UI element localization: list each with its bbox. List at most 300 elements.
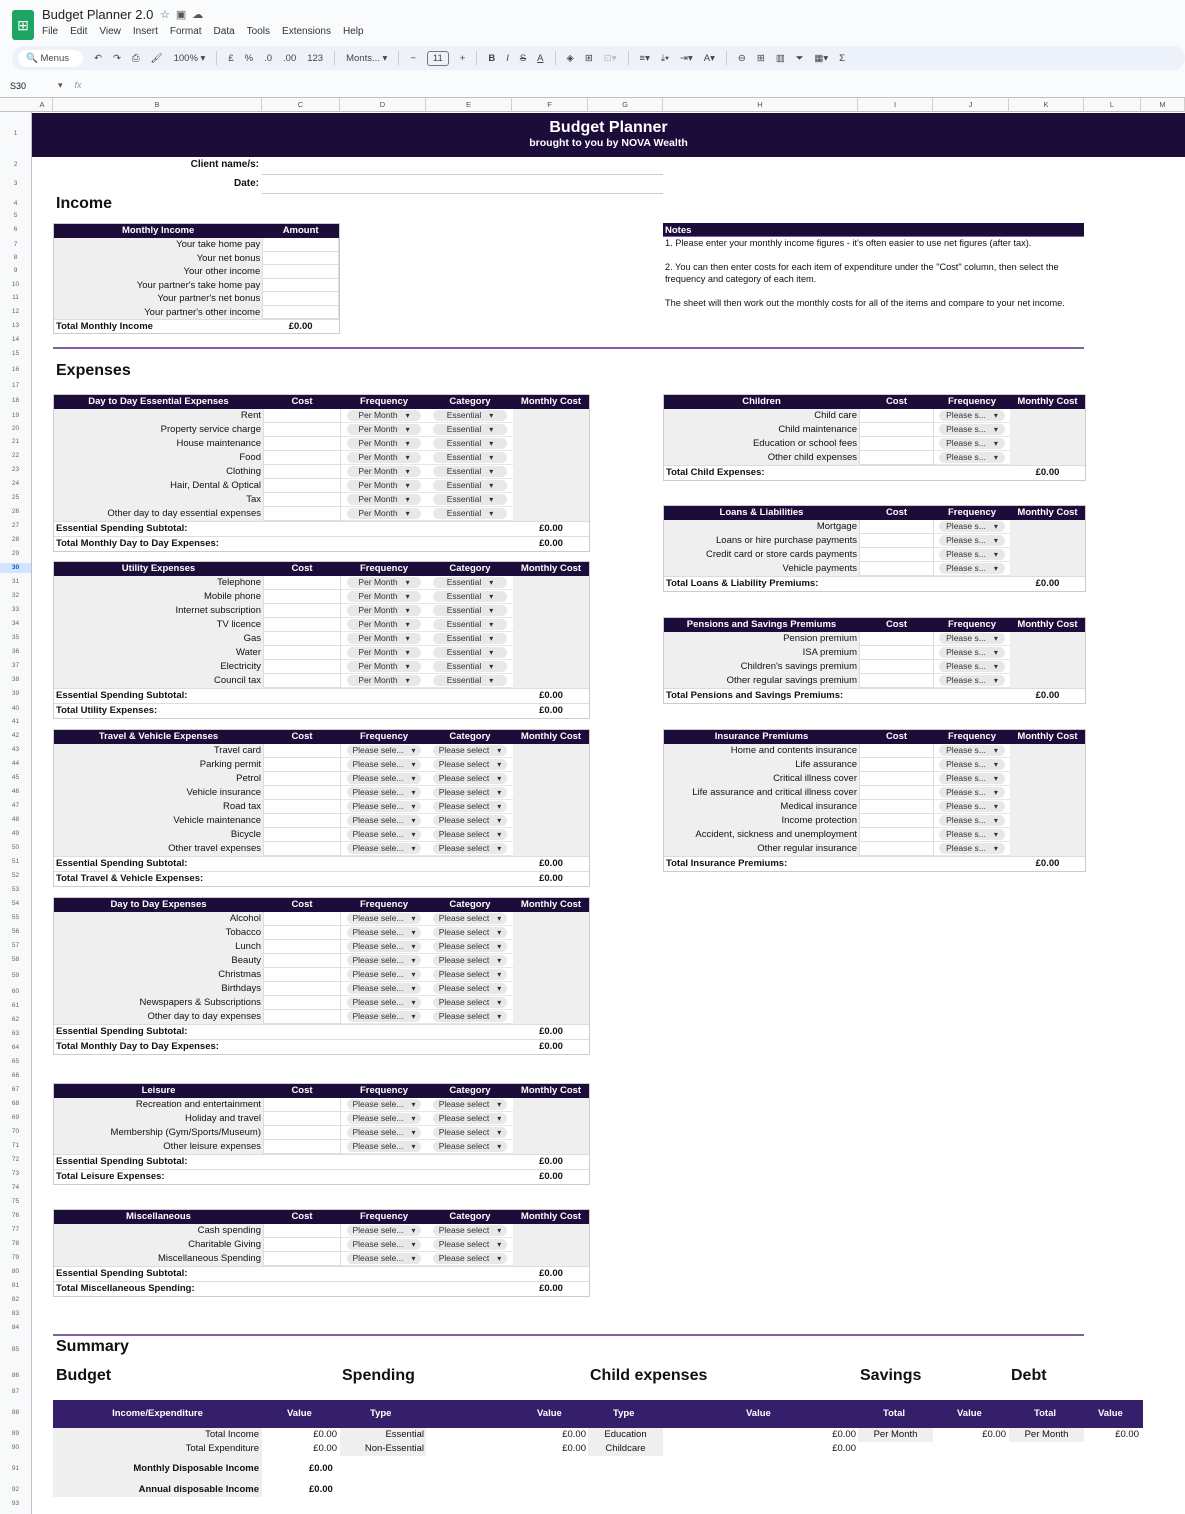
row-header[interactable]: 8 xyxy=(13,254,18,261)
category-dropdown[interactable]: Please select ▾ xyxy=(433,1253,507,1264)
text-color-icon[interactable]: A xyxy=(537,52,544,64)
row-header[interactable]: 30 xyxy=(0,563,31,573)
row-header[interactable]: 53 xyxy=(11,886,20,893)
income-amount-input[interactable] xyxy=(262,306,339,320)
travel-cost-input[interactable] xyxy=(263,758,341,772)
children-cost-input[interactable] xyxy=(859,409,934,423)
category-dropdown[interactable]: Please select ▾ xyxy=(433,759,507,770)
category-dropdown[interactable]: Essential ▾ xyxy=(433,605,507,616)
category-dropdown[interactable]: Essential ▾ xyxy=(433,494,507,505)
paint-format-icon[interactable]: 🖌 xyxy=(150,52,163,64)
frequency-dropdown[interactable]: Please sele... ▾ xyxy=(347,1113,421,1124)
menu-edit[interactable]: Edit xyxy=(70,26,88,37)
column-header-d[interactable]: D xyxy=(340,98,426,112)
row-header[interactable]: 14 xyxy=(11,336,20,343)
row-header[interactable]: 68 xyxy=(11,1100,20,1107)
frequency-dropdown[interactable]: Per Month ▾ xyxy=(347,494,421,505)
chart-icon[interactable]: ▥ xyxy=(775,52,785,64)
row-header[interactable]: 66 xyxy=(11,1072,20,1079)
category-dropdown[interactable]: Please select ▾ xyxy=(433,815,507,826)
row-header[interactable]: 25 xyxy=(11,494,20,501)
category-dropdown[interactable]: Essential ▾ xyxy=(433,577,507,588)
row-header[interactable]: 62 xyxy=(11,1016,20,1023)
row-header[interactable]: 40 xyxy=(11,705,20,712)
row-header[interactable]: 63 xyxy=(11,1030,20,1037)
frequency-dropdown[interactable]: Please sele... ▾ xyxy=(347,983,421,994)
row-header[interactable]: 33 xyxy=(11,606,20,613)
column-header-c[interactable]: C xyxy=(262,98,340,112)
row-header[interactable]: 50 xyxy=(11,844,20,851)
frequency-dropdown[interactable]: Please sele... ▾ xyxy=(347,1099,421,1110)
category-dropdown[interactable]: Essential ▾ xyxy=(433,675,507,686)
category-dropdown[interactable]: Please select ▾ xyxy=(433,941,507,952)
utility-cost-input[interactable] xyxy=(263,646,341,660)
menu-tools[interactable]: Tools xyxy=(246,26,271,37)
category-dropdown[interactable]: Please select ▾ xyxy=(433,1239,507,1250)
row-header[interactable]: 71 xyxy=(11,1142,20,1149)
row-header[interactable]: 4 xyxy=(13,200,18,207)
category-dropdown[interactable]: Please select ▾ xyxy=(433,829,507,840)
row-header[interactable]: 21 xyxy=(11,438,20,445)
category-dropdown[interactable]: Please select ▾ xyxy=(433,997,507,1008)
income-amount-input[interactable] xyxy=(262,238,339,252)
misc-cost-input[interactable] xyxy=(263,1252,341,1266)
row-header[interactable]: 16 xyxy=(11,366,20,373)
row-header[interactable]: 90 xyxy=(11,1444,20,1451)
minus-icon[interactable]: − xyxy=(410,52,416,64)
row-header[interactable]: 91 xyxy=(11,1465,20,1472)
frequency-dropdown[interactable]: Please sele... ▾ xyxy=(347,759,421,770)
menu-help[interactable]: Help xyxy=(342,26,364,37)
utility-cost-input[interactable] xyxy=(263,674,341,688)
row-header[interactable]: 93 xyxy=(11,1500,20,1507)
row-header[interactable]: 34 xyxy=(11,620,20,627)
frequency-dropdown[interactable]: Per Month ▾ xyxy=(347,661,421,672)
daytoday-cost-input[interactable] xyxy=(263,982,341,996)
comment-icon[interactable]: ⊞ xyxy=(756,52,765,64)
row-header[interactable]: 19 xyxy=(11,412,20,419)
category-dropdown[interactable]: Please select ▾ xyxy=(433,1011,507,1022)
row-header[interactable]: 60 xyxy=(11,988,20,995)
essential-cost-input[interactable] xyxy=(263,465,341,479)
align-icon[interactable]: ≡▾ xyxy=(639,52,650,64)
column-header-k[interactable]: K xyxy=(1009,98,1084,112)
row-header[interactable]: 18 xyxy=(11,397,20,404)
frequency-dropdown[interactable]: Please s... ▾ xyxy=(939,549,1004,560)
row-header[interactable]: 77 xyxy=(11,1226,20,1233)
row-header[interactable]: 72 xyxy=(11,1156,20,1163)
row-header[interactable]: 88 xyxy=(11,1409,20,1416)
category-dropdown[interactable]: Please select ▾ xyxy=(433,843,507,854)
formula-bar[interactable]: ▾ fx xyxy=(58,80,82,91)
income-amount-input[interactable] xyxy=(262,265,339,279)
plus-icon[interactable]: + xyxy=(459,52,466,64)
frequency-dropdown[interactable]: Please sele... ▾ xyxy=(347,997,421,1008)
row-header[interactable]: 15 xyxy=(11,350,20,357)
row-header[interactable]: 35 xyxy=(11,634,20,641)
insurance-cost-input[interactable] xyxy=(859,800,934,814)
frequency-dropdown[interactable]: Please sele... ▾ xyxy=(347,913,421,924)
frequency-dropdown[interactable]: Please s... ▾ xyxy=(939,521,1004,532)
loans-cost-input[interactable] xyxy=(859,520,934,534)
children-cost-input[interactable] xyxy=(859,437,934,451)
frequency-dropdown[interactable]: Please sele... ▾ xyxy=(347,801,421,812)
category-dropdown[interactable]: Please select ▾ xyxy=(433,927,507,938)
insurance-cost-input[interactable] xyxy=(859,842,934,856)
row-header[interactable]: 80 xyxy=(11,1268,20,1275)
text-wrap-icon[interactable]: ⇥▾ xyxy=(680,52,693,64)
column-header-l[interactable]: L xyxy=(1084,98,1141,112)
row-header[interactable]: 79 xyxy=(11,1254,20,1261)
column-header-b[interactable]: B xyxy=(53,98,262,112)
category-dropdown[interactable]: Essential ▾ xyxy=(433,410,507,421)
frequency-dropdown[interactable]: Please sele... ▾ xyxy=(347,773,421,784)
column-header-g[interactable]: G xyxy=(588,98,663,112)
loans-cost-input[interactable] xyxy=(859,562,934,576)
category-dropdown[interactable]: Essential ▾ xyxy=(433,508,507,519)
category-dropdown[interactable]: Please select ▾ xyxy=(433,1225,507,1236)
row-header[interactable]: 39 xyxy=(11,690,20,697)
daytoday-cost-input[interactable] xyxy=(263,968,341,982)
frequency-dropdown[interactable]: Per Month ▾ xyxy=(347,452,421,463)
move-folder-icon[interactable]: ▣ xyxy=(175,9,193,21)
category-dropdown[interactable]: Please select ▾ xyxy=(433,955,507,966)
frequency-dropdown[interactable]: Please s... ▾ xyxy=(939,759,1004,770)
income-amount-input[interactable] xyxy=(262,292,339,306)
category-dropdown[interactable]: Please select ▾ xyxy=(433,1127,507,1138)
insurance-cost-input[interactable] xyxy=(859,744,934,758)
frequency-dropdown[interactable]: Please sele... ▾ xyxy=(347,1127,421,1138)
utility-cost-input[interactable] xyxy=(263,660,341,674)
daytoday-cost-input[interactable] xyxy=(263,912,341,926)
row-header[interactable]: 73 xyxy=(11,1170,20,1177)
fill-color-icon[interactable]: ◈ xyxy=(566,52,574,64)
row-header[interactable]: 59 xyxy=(11,972,20,979)
row-header[interactable]: 44 xyxy=(11,760,20,767)
row-header[interactable]: 92 xyxy=(11,1486,20,1493)
row-header[interactable]: 41 xyxy=(11,718,20,725)
row-header[interactable]: 52 xyxy=(11,872,20,879)
category-dropdown[interactable]: Please select ▾ xyxy=(433,787,507,798)
frequency-dropdown[interactable]: Please sele... ▾ xyxy=(347,745,421,756)
category-dropdown[interactable]: Essential ▾ xyxy=(433,424,507,435)
utility-cost-input[interactable] xyxy=(263,576,341,590)
leisure-cost-input[interactable] xyxy=(263,1126,341,1140)
row-header[interactable]: 22 xyxy=(11,452,20,459)
category-dropdown[interactable]: Essential ▾ xyxy=(433,647,507,658)
travel-cost-input[interactable] xyxy=(263,828,341,842)
frequency-dropdown[interactable]: Per Month ▾ xyxy=(347,675,421,686)
row-header[interactable]: 51 xyxy=(11,858,20,865)
pensions-cost-input[interactable] xyxy=(859,660,934,674)
frequency-dropdown[interactable]: Per Month ▾ xyxy=(347,619,421,630)
row-header[interactable]: 67 xyxy=(11,1086,20,1093)
row-header[interactable]: 58 xyxy=(11,956,20,963)
misc-cost-input[interactable] xyxy=(263,1224,341,1238)
frequency-dropdown[interactable]: Please s... ▾ xyxy=(939,633,1004,644)
row-header[interactable]: 70 xyxy=(11,1128,20,1135)
vertical-align-icon[interactable]: ⤓▾ xyxy=(660,52,670,64)
frequency-dropdown[interactable]: Please sele... ▾ xyxy=(347,787,421,798)
row-header[interactable]: 24 xyxy=(11,480,20,487)
cloud-status-icon[interactable]: ☁ xyxy=(192,9,210,21)
sheets-logo-icon[interactable]: ⊞ xyxy=(12,10,34,40)
row-header[interactable]: 74 xyxy=(11,1184,20,1191)
text-rotate-icon[interactable]: A▾ xyxy=(703,52,715,64)
row-header[interactable]: 82 xyxy=(11,1296,20,1303)
row-header[interactable]: 27 xyxy=(11,522,20,529)
frequency-dropdown[interactable]: Please s... ▾ xyxy=(939,773,1004,784)
frequency-dropdown[interactable]: Per Month ▾ xyxy=(347,591,421,602)
frequency-dropdown[interactable]: Please s... ▾ xyxy=(939,815,1004,826)
income-amount-input[interactable] xyxy=(262,279,339,293)
row-header[interactable]: 7 xyxy=(13,241,18,248)
essential-cost-input[interactable] xyxy=(263,479,341,493)
row-header[interactable]: 23 xyxy=(11,466,20,473)
frequency-dropdown[interactable]: Please s... ▾ xyxy=(939,843,1004,854)
row-header[interactable]: 56 xyxy=(11,928,20,935)
category-dropdown[interactable]: Essential ▾ xyxy=(433,591,507,602)
number-format-button[interactable]: 123 xyxy=(307,52,324,64)
frequency-dropdown[interactable]: Per Month ▾ xyxy=(347,466,421,477)
column-header-f[interactable]: F xyxy=(512,98,588,112)
row-header[interactable]: 43 xyxy=(11,746,20,753)
row-header[interactable]: 2 xyxy=(13,161,18,168)
frequency-dropdown[interactable]: Please sele... ▾ xyxy=(347,941,421,952)
children-cost-input[interactable] xyxy=(859,423,934,437)
decrease-decimal-button[interactable]: .0 xyxy=(264,52,273,64)
daytoday-cost-input[interactable] xyxy=(263,940,341,954)
loans-cost-input[interactable] xyxy=(859,548,934,562)
row-header[interactable]: 11 xyxy=(12,294,19,301)
insurance-cost-input[interactable] xyxy=(859,814,934,828)
star-icon[interactable]: ☆ xyxy=(160,9,176,21)
frequency-dropdown[interactable]: Please s... ▾ xyxy=(939,535,1004,546)
menu-view[interactable]: View xyxy=(99,26,121,37)
loans-cost-input[interactable] xyxy=(859,534,934,548)
italic-icon[interactable]: I xyxy=(506,52,509,64)
row-header[interactable]: 84 xyxy=(11,1324,20,1331)
frequency-dropdown[interactable]: Please s... ▾ xyxy=(939,787,1004,798)
pensions-cost-input[interactable] xyxy=(859,646,934,660)
essential-cost-input[interactable] xyxy=(263,451,341,465)
row-header[interactable]: 10 xyxy=(11,281,20,288)
link-icon[interactable]: ⊖ xyxy=(737,52,746,64)
percent-format-button[interactable]: % xyxy=(244,52,254,64)
frequency-dropdown[interactable]: Per Month ▾ xyxy=(347,605,421,616)
frequency-dropdown[interactable]: Please sele... ▾ xyxy=(347,829,421,840)
frequency-dropdown[interactable]: Please sele... ▾ xyxy=(347,1253,421,1264)
document-title[interactable]: Budget Planner 2.0 xyxy=(42,7,154,22)
travel-cost-input[interactable] xyxy=(263,744,341,758)
daytoday-cost-input[interactable] xyxy=(263,996,341,1010)
row-header[interactable]: 83 xyxy=(11,1310,20,1317)
pensions-cost-input[interactable] xyxy=(859,674,934,688)
undo-icon[interactable]: ↶ xyxy=(93,52,102,64)
filter-icon[interactable]: ⏷ xyxy=(795,52,804,64)
column-header-i[interactable]: I xyxy=(858,98,933,112)
utility-cost-input[interactable] xyxy=(263,604,341,618)
row-header[interactable]: 78 xyxy=(11,1240,20,1247)
row-header[interactable]: 87 xyxy=(11,1388,20,1395)
redo-icon[interactable]: ↷ xyxy=(112,52,121,64)
children-cost-input[interactable] xyxy=(859,451,934,465)
menu-insert[interactable]: Insert xyxy=(132,26,158,37)
daytoday-cost-input[interactable] xyxy=(263,926,341,940)
menu-file[interactable]: File xyxy=(42,26,59,37)
row-header[interactable]: 61 xyxy=(11,1002,20,1009)
column-header-j[interactable]: J xyxy=(933,98,1009,112)
frequency-dropdown[interactable]: Please s... ▾ xyxy=(939,647,1004,658)
frequency-dropdown[interactable]: Please sele... ▾ xyxy=(347,1239,421,1250)
frequency-dropdown[interactable]: Please s... ▾ xyxy=(939,745,1004,756)
frequency-dropdown[interactable]: Per Month ▾ xyxy=(347,577,421,588)
functions-icon[interactable]: Σ xyxy=(839,52,846,64)
font-select[interactable]: Monts... ▾ xyxy=(346,52,388,64)
print-icon[interactable]: ⎙ xyxy=(131,52,140,64)
category-dropdown[interactable]: Please select ▾ xyxy=(433,773,507,784)
row-header[interactable]: 36 xyxy=(11,648,20,655)
frequency-dropdown[interactable]: Per Month ▾ xyxy=(347,508,421,519)
frequency-dropdown[interactable]: Please s... ▾ xyxy=(939,675,1004,686)
row-header[interactable]: 9 xyxy=(13,267,18,274)
column-header-h[interactable]: H xyxy=(663,98,858,112)
category-dropdown[interactable]: Please select ▾ xyxy=(433,1099,507,1110)
row-header[interactable]: 38 xyxy=(11,676,20,683)
font-size-input[interactable]: 11 xyxy=(427,51,449,66)
frequency-dropdown[interactable]: Per Month ▾ xyxy=(347,647,421,658)
insurance-cost-input[interactable] xyxy=(859,786,934,800)
frequency-dropdown[interactable]: Per Month ▾ xyxy=(347,424,421,435)
essential-cost-input[interactable] xyxy=(263,423,341,437)
column-header-m[interactable]: M xyxy=(1141,98,1185,112)
menu-format[interactable]: Format xyxy=(169,26,202,37)
category-dropdown[interactable]: Please select ▾ xyxy=(433,983,507,994)
merge-cells-icon[interactable]: ⊡▾ xyxy=(603,52,617,64)
utility-cost-input[interactable] xyxy=(263,590,341,604)
frequency-dropdown[interactable]: Please s... ▾ xyxy=(939,424,1004,435)
menu-search[interactable]: 🔍 Menus xyxy=(18,50,83,67)
utility-cost-input[interactable] xyxy=(263,632,341,646)
leisure-cost-input[interactable] xyxy=(263,1098,341,1112)
income-amount-input[interactable] xyxy=(262,252,339,266)
row-header[interactable]: 48 xyxy=(11,816,20,823)
row-header[interactable]: 49 xyxy=(11,830,20,837)
essential-cost-input[interactable] xyxy=(263,409,341,423)
filter-views-icon[interactable]: ▦▾ xyxy=(814,52,829,64)
row-header[interactable]: 42 xyxy=(11,732,20,739)
row-header[interactable]: 29 xyxy=(11,550,20,557)
row-header[interactable]: 89 xyxy=(11,1430,20,1437)
frequency-dropdown[interactable]: Per Month ▾ xyxy=(347,410,421,421)
row-header[interactable]: 32 xyxy=(11,592,20,599)
daytoday-cost-input[interactable] xyxy=(263,954,341,968)
zoom-select[interactable]: 100% ▾ xyxy=(173,52,206,64)
travel-cost-input[interactable] xyxy=(263,786,341,800)
category-dropdown[interactable]: Essential ▾ xyxy=(433,452,507,463)
frequency-dropdown[interactable]: Please sele... ▾ xyxy=(347,1225,421,1236)
row-header[interactable]: 26 xyxy=(11,508,20,515)
insurance-cost-input[interactable] xyxy=(859,758,934,772)
row-header[interactable]: 17 xyxy=(11,382,20,389)
row-header[interactable]: 76 xyxy=(11,1212,20,1219)
frequency-dropdown[interactable]: Per Month ▾ xyxy=(347,438,421,449)
row-header[interactable]: 65 xyxy=(11,1058,20,1065)
frequency-dropdown[interactable]: Please s... ▾ xyxy=(939,801,1004,812)
travel-cost-input[interactable] xyxy=(263,800,341,814)
row-header[interactable]: 47 xyxy=(11,802,20,809)
row-header[interactable]: 20 xyxy=(11,425,20,432)
travel-cost-input[interactable] xyxy=(263,814,341,828)
name-box[interactable]: S30 xyxy=(10,81,27,91)
row-header[interactable]: 12 xyxy=(11,308,20,315)
frequency-dropdown[interactable]: Please sele... ▾ xyxy=(347,927,421,938)
row-header[interactable]: 37 xyxy=(11,662,20,669)
insurance-cost-input[interactable] xyxy=(859,828,934,842)
row-header[interactable]: 75 xyxy=(11,1198,20,1205)
row-header[interactable]: 69 xyxy=(11,1114,20,1121)
bold-icon[interactable]: B xyxy=(488,52,496,64)
row-header[interactable]: 57 xyxy=(11,942,20,949)
row-header[interactable]: 31 xyxy=(11,578,20,585)
essential-cost-input[interactable] xyxy=(263,493,341,507)
frequency-dropdown[interactable]: Per Month ▾ xyxy=(347,633,421,644)
row-header[interactable]: 85 xyxy=(11,1346,20,1353)
client-name-field[interactable] xyxy=(262,157,663,175)
currency-format-button[interactable]: £ xyxy=(228,52,234,64)
essential-cost-input[interactable] xyxy=(263,437,341,451)
frequency-dropdown[interactable]: Per Month ▾ xyxy=(347,480,421,491)
row-header[interactable]: 1 xyxy=(13,130,18,137)
menu-data[interactable]: Data xyxy=(213,26,235,37)
category-dropdown[interactable]: Essential ▾ xyxy=(433,438,507,449)
row-header[interactable]: 13 xyxy=(11,322,20,329)
pensions-cost-input[interactable] xyxy=(859,632,934,646)
frequency-dropdown[interactable]: Please s... ▾ xyxy=(939,438,1004,449)
category-dropdown[interactable]: Please select ▾ xyxy=(433,745,507,756)
frequency-dropdown[interactable]: Please sele... ▾ xyxy=(347,969,421,980)
increase-decimal-button[interactable]: .00 xyxy=(283,52,297,64)
category-dropdown[interactable]: Essential ▾ xyxy=(433,466,507,477)
category-dropdown[interactable]: Essential ▾ xyxy=(433,633,507,644)
essential-cost-input[interactable] xyxy=(263,507,341,521)
category-dropdown[interactable]: Essential ▾ xyxy=(433,619,507,630)
row-header[interactable]: 46 xyxy=(11,788,20,795)
row-header[interactable]: 28 xyxy=(11,536,20,543)
frequency-dropdown[interactable]: Please s... ▾ xyxy=(939,829,1004,840)
frequency-dropdown[interactable]: Please sele... ▾ xyxy=(347,955,421,966)
travel-cost-input[interactable] xyxy=(263,772,341,786)
leisure-cost-input[interactable] xyxy=(263,1112,341,1126)
frequency-dropdown[interactable]: Please s... ▾ xyxy=(939,452,1004,463)
category-dropdown[interactable]: Essential ▾ xyxy=(433,480,507,491)
frequency-dropdown[interactable]: Please sele... ▾ xyxy=(347,843,421,854)
frequency-dropdown[interactable]: Please s... ▾ xyxy=(939,563,1004,574)
category-dropdown[interactable]: Please select ▾ xyxy=(433,1113,507,1124)
row-header[interactable]: 64 xyxy=(11,1044,20,1051)
row-header[interactable]: 45 xyxy=(11,774,20,781)
category-dropdown[interactable]: Please select ▾ xyxy=(433,801,507,812)
column-header-a[interactable]: A xyxy=(32,98,53,112)
travel-cost-input[interactable] xyxy=(263,842,341,856)
row-header[interactable]: 3 xyxy=(13,180,18,187)
daytoday-cost-input[interactable] xyxy=(263,1010,341,1024)
menu-extensions[interactable]: Extensions xyxy=(282,26,331,37)
frequency-dropdown[interactable]: Please sele... ▾ xyxy=(347,1011,421,1022)
date-field[interactable] xyxy=(262,175,663,194)
category-dropdown[interactable]: Essential ▾ xyxy=(433,661,507,672)
row-header[interactable]: 81 xyxy=(11,1282,20,1289)
